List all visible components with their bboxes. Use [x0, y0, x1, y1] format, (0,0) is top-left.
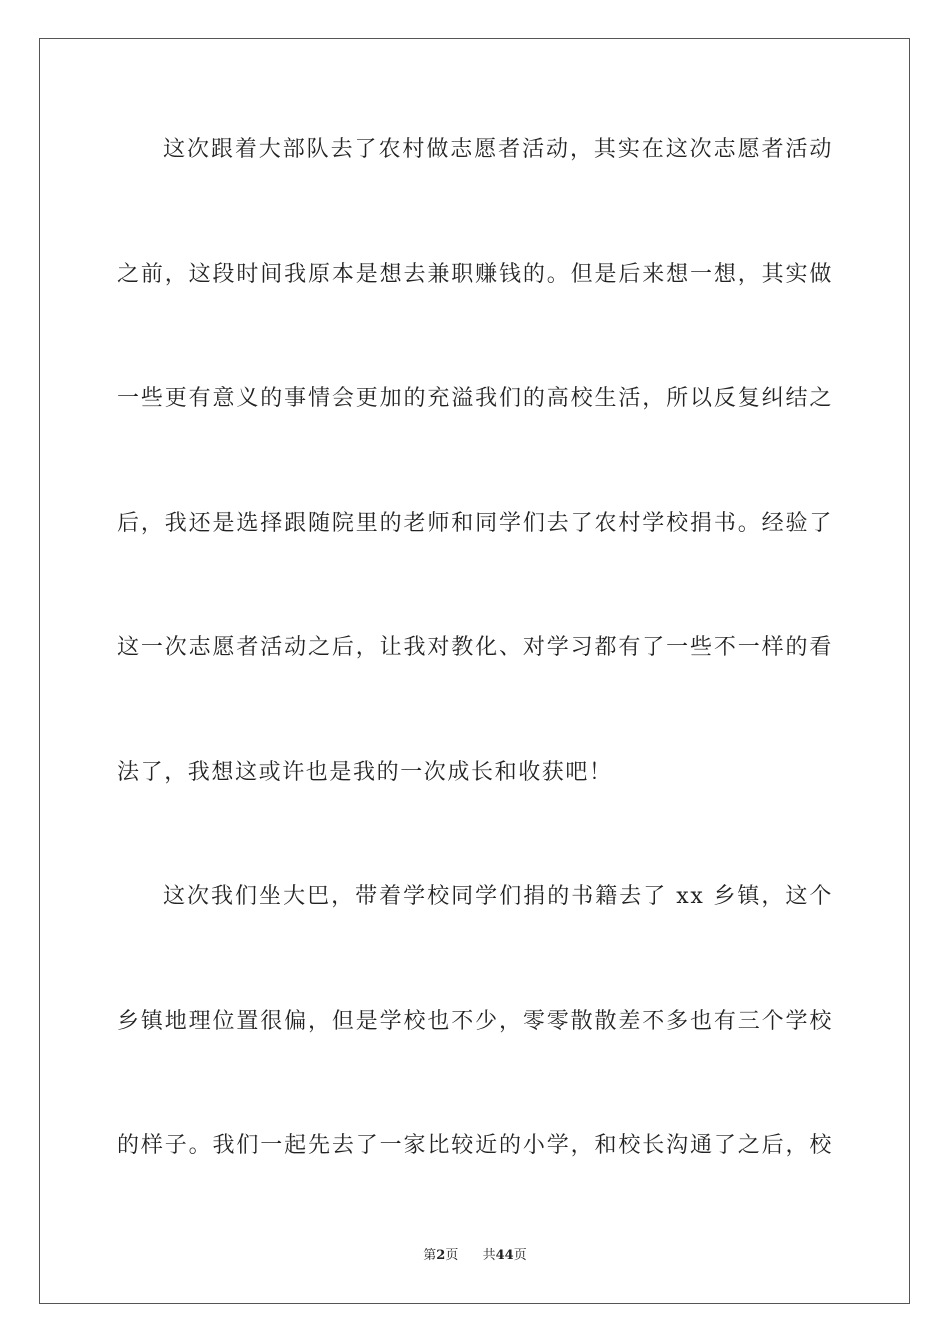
total-page-count: 44 — [495, 1248, 514, 1263]
paragraph-1-line-2: 之前，这段时间我原本是想去兼职赚钱的。但是后来想一想，其实做 — [117, 262, 833, 287]
paragraph-1-line-5: 这一次志愿者活动之后，让我对教化、对学习都有了一些不一样的看 — [117, 635, 833, 660]
paragraph-1-line-4: 后，我还是选择跟随院里的老师和同学们去了农村学校捐书。经验了 — [117, 511, 833, 536]
total-prefix: 共 — [482, 1248, 496, 1263]
page-indicator — [423, 1247, 458, 1265]
paragraph-1-line-1: 这次跟着大部队去了农村做志愿者活动，其实在这次志愿者活动 — [163, 137, 833, 162]
page-prefix: 第 — [423, 1248, 437, 1263]
paragraph-1-line-6: 法了，我想这或许也是我的一次成长和收获吧！ — [117, 760, 613, 785]
page-border — [39, 38, 910, 1304]
page-footer — [0, 1247, 950, 1265]
page-suffix: 页 — [445, 1248, 459, 1263]
total-suffix: 页 — [513, 1248, 527, 1263]
current-page-number: 2 — [436, 1248, 446, 1263]
paragraph-2-line-3: 的样子。我们一起先去了一家比较近的小学，和校长沟通了之后，校 — [117, 1133, 833, 1158]
paragraph-2-line-2: 乡镇地理位置很偏，但是学校也不少，零零散散差不多也有三个学校 — [117, 1009, 833, 1034]
total-pages-indicator — [483, 1247, 527, 1265]
paragraph-2-line-1: 这次我们坐大巴，带着学校同学们捐的书籍去了 xx 乡镇，这个 — [163, 884, 833, 909]
paragraph-1-line-3: 一些更有意义的事情会更加的充溢我们的高校生活，所以反复纠结之 — [117, 386, 833, 411]
